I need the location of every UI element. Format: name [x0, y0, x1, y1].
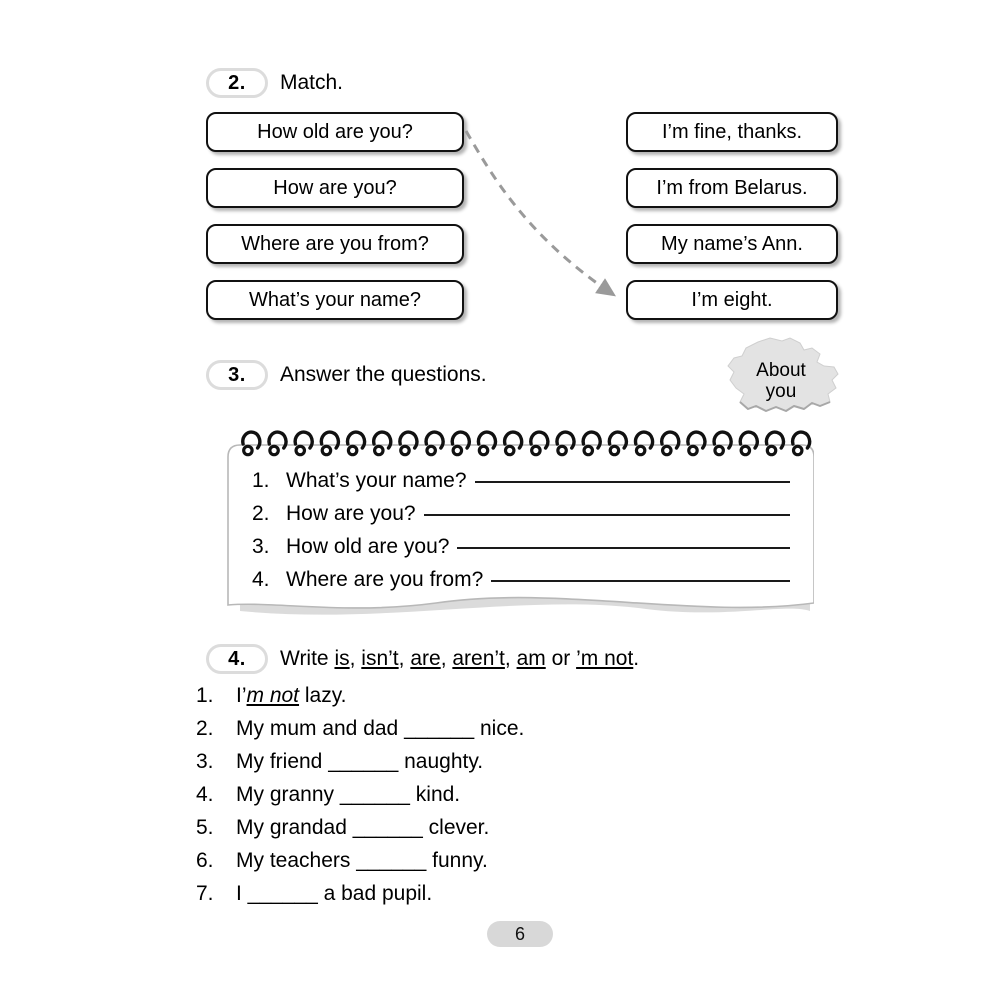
exercise-4-item-4-blank[interactable]: ______ — [339, 783, 410, 806]
notepad-row-3 — [252, 535, 800, 568]
exercise-2-number-badge: 2. — [206, 68, 268, 98]
notepad-row-3-answer-line[interactable] — [457, 547, 790, 549]
spiral-ring-end — [427, 446, 435, 454]
notepad-row-1-answer-line[interactable] — [475, 481, 790, 483]
exercise-4-option-2: isn’t — [361, 647, 399, 670]
about-you-label — [716, 360, 846, 402]
exercise-3-title: Answer the questions. — [280, 363, 487, 386]
spiral-ring-end — [584, 446, 592, 454]
notepad-row-4-number: 4. — [252, 568, 270, 591]
exercise-4-item-3-text — [236, 750, 483, 774]
exercise-4-item-5-text — [236, 816, 489, 840]
exercise-4-item-3 — [196, 750, 896, 783]
page-number: 6 — [487, 921, 553, 947]
spiral-ring-end — [296, 446, 304, 454]
exercise-4-item-2-after: nice. — [474, 717, 525, 740]
notepad-row-1-number: 1. — [252, 469, 270, 492]
spiral-ring-end — [663, 446, 671, 454]
exercise-4-item-3-before: My friend — [236, 750, 329, 773]
exercise-4-item-5-blank[interactable]: ______ — [352, 816, 423, 839]
about-you-line-1: About — [756, 360, 806, 381]
exercise-4-item-4-before: My granny — [236, 783, 340, 806]
exercise-2-heading — [206, 68, 343, 98]
exercise-4-item-6-text — [236, 849, 488, 873]
exercise-4-item-6-number: 6. — [196, 849, 214, 872]
notepad-spiral-rings — [238, 424, 814, 458]
exercise-4-item-5 — [196, 816, 896, 849]
spiral-ring-end — [401, 446, 409, 454]
about-you-line-2: you — [765, 381, 797, 402]
notepad-row-2-question: How are you? — [286, 502, 416, 525]
exercise-4-option-6: ’m not — [576, 647, 634, 670]
spiral-ring-end — [558, 446, 566, 454]
spiral-ring-end — [506, 446, 514, 454]
notepad — [226, 443, 814, 615]
exercise-4-item-5-number: 5. — [196, 816, 214, 839]
match-left-box-3[interactable]: Where are you from? — [206, 224, 464, 264]
spiral-ring-end — [689, 446, 697, 454]
exercise-4-item-4-after: kind. — [409, 783, 461, 806]
notepad-row-4 — [252, 568, 800, 601]
exercise-4-item-1-text — [236, 684, 347, 708]
exercise-4-item-5-after: clever. — [422, 816, 490, 839]
notepad-row-2 — [252, 502, 800, 535]
exercise-4-sentence-list — [196, 684, 896, 915]
exercise-4-item-2-number: 2. — [196, 717, 214, 740]
exercise-4-option-5: am — [516, 647, 546, 670]
exercise-4-item-2-before: My mum and dad — [236, 717, 405, 740]
exercise-4-item-4 — [196, 783, 896, 816]
notepad-row-2-answer-line[interactable] — [424, 514, 790, 516]
exercise-4-item-2 — [196, 717, 896, 750]
exercise-4-item-2-text — [236, 717, 524, 741]
spiral-ring-end — [715, 446, 723, 454]
exercise-4-heading — [206, 644, 639, 674]
exercise-4-item-7-after: a bad pupil. — [317, 882, 433, 905]
exercise-4-item-1-number: 1. — [196, 684, 214, 707]
spiral-ring-end — [322, 446, 330, 454]
spiral-ring-end — [767, 446, 775, 454]
notepad-row-3-number: 3. — [252, 535, 270, 558]
exercise-4-item-6 — [196, 849, 896, 882]
match-left-box-4[interactable]: What’s your name? — [206, 280, 464, 320]
spiral-ring-end — [270, 446, 278, 454]
spiral-ring-end — [479, 446, 487, 454]
exercise-4-item-1 — [196, 684, 896, 717]
spiral-ring-end — [610, 446, 618, 454]
spiral-ring-end — [244, 446, 252, 454]
notepad-row-1-question: What’s your name? — [286, 469, 467, 492]
exercise-4-option-3: are — [410, 647, 441, 670]
exercise-4-item-7-blank[interactable]: ______ — [247, 882, 318, 905]
exercise-4-item-2-blank[interactable]: ______ — [404, 717, 475, 740]
notepad-question-list — [252, 469, 800, 601]
spiral-ring-end — [741, 446, 749, 454]
exercise-4-title-suffix: . — [633, 647, 640, 670]
exercise-4-number-badge: 4. — [206, 644, 268, 674]
exercise-4-item-7-text — [236, 882, 432, 906]
match-right-box-4[interactable]: I’m eight. — [626, 280, 838, 320]
match-right-box-1[interactable]: I’m fine, thanks. — [626, 112, 838, 152]
exercise-4-item-6-after: funny. — [426, 849, 488, 872]
notepad-row-3-question: How old are you? — [286, 535, 450, 558]
spiral-ring-group — [243, 432, 810, 455]
exercise-4-item-4-number: 4. — [196, 783, 214, 806]
exercise-4-item-7 — [196, 882, 896, 915]
exercise-4-option-1: is — [334, 647, 350, 670]
match-right-box-3[interactable]: My name’s Ann. — [626, 224, 838, 264]
notepad-row-2-number: 2. — [252, 502, 270, 525]
match-right-box-2[interactable]: I’m from Belarus. — [626, 168, 838, 208]
exercise-4-item-1-before: I’ — [236, 684, 247, 707]
exercise-4-item-3-after: naughty. — [398, 750, 484, 773]
notepad-row-4-question: Where are you from? — [286, 568, 484, 591]
spiral-ring-end — [794, 446, 802, 454]
notepad-row-1 — [252, 469, 800, 502]
notepad-row-4-answer-line[interactable] — [491, 580, 790, 582]
exercise-4-item-1-after: lazy. — [299, 684, 347, 707]
spiral-ring-end — [375, 446, 383, 454]
exercise-4-option-4: aren’t — [452, 647, 505, 670]
exercise-4-item-5-before: My grandad — [236, 816, 353, 839]
exercise-4-title: Write is, isn’t, are, aren’t, am or ’m not. — [280, 647, 640, 670]
exercise-2-title: Match. — [280, 71, 344, 94]
exercise-4-item-3-number: 3. — [196, 750, 214, 773]
spiral-ring-end — [636, 446, 644, 454]
exercise-3-heading — [206, 360, 487, 390]
exercise-4-item-6-blank[interactable]: ______ — [356, 849, 427, 872]
match-left-box-1[interactable]: How old are you? — [206, 112, 464, 152]
spiral-ring-end — [348, 446, 356, 454]
spiral-ring-end — [453, 446, 461, 454]
exercise-4-title-prefix: Write — [280, 647, 335, 670]
exercise-4-item-7-before: I — [236, 882, 248, 905]
exercise-4-title-conjunction: or — [545, 647, 577, 670]
match-left-box-2[interactable]: How are you? — [206, 168, 464, 208]
exercise-4-item-3-blank[interactable]: ______ — [328, 750, 399, 773]
about-you-map-badge — [716, 336, 846, 428]
exercise-4-item-1-answer: m not — [246, 684, 300, 707]
exercise-4-item-4-text — [236, 783, 460, 807]
exercise-3-number-badge: 3. — [206, 360, 268, 390]
exercise-4-item-6-before: My teachers — [236, 849, 357, 872]
spiral-ring-end — [532, 446, 540, 454]
exercise-4-item-7-number: 7. — [196, 882, 214, 905]
